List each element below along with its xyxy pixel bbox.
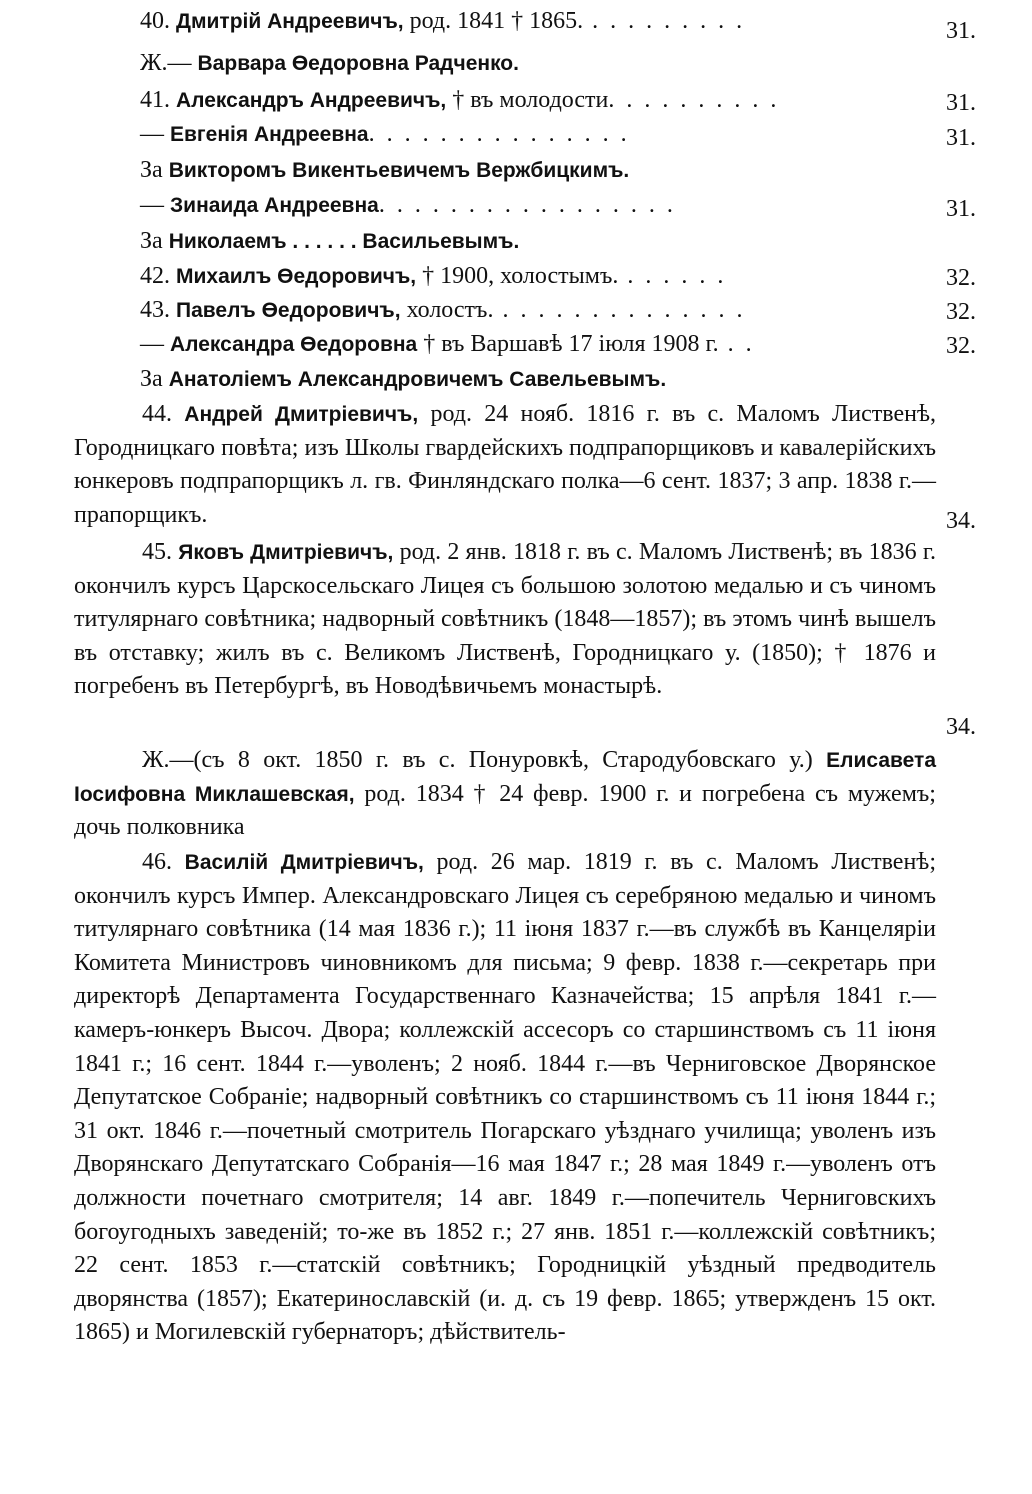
leader-dots: . . . . . . . . . . . . . . . . .	[378, 192, 676, 218]
page-ref: 32.	[946, 265, 976, 291]
entry-40	[140, 4, 745, 38]
entry-number: 45.	[142, 539, 172, 565]
person-name: Варвара Өедоровна Радченко.	[197, 52, 519, 75]
entry-prefix: За	[140, 228, 163, 254]
entry-number: 42.	[140, 263, 170, 289]
entry-text: род. 1834 † 24 февр. 1900 г. и погребена съ мужемъ; дочь полковника	[74, 780, 936, 841]
page-ref: 34.	[946, 508, 976, 534]
entry-46	[74, 846, 936, 1350]
entry-45	[74, 536, 936, 704]
person-name: Яковъ Дмитріевичъ,	[178, 541, 394, 564]
entry-number: 41.	[140, 87, 170, 113]
entry-prefix: За	[140, 366, 163, 392]
page-ref: 32.	[946, 299, 976, 325]
entry-husband	[140, 224, 519, 258]
entry-aleksandra	[140, 327, 755, 361]
entry-44	[74, 398, 936, 532]
page-ref: 31.	[946, 90, 976, 116]
page-ref: 31.	[946, 125, 976, 151]
entry-42	[140, 259, 726, 293]
entry-prefix: Ж.—(съ 8 окт. 1850 г. въ с. Понуровкѣ, Стародубовскаго у.)	[142, 747, 813, 773]
entry-husband	[140, 362, 666, 396]
entry-prefix: —	[140, 121, 164, 147]
page-ref: 32.	[946, 333, 976, 359]
entry-number: 46.	[142, 849, 172, 875]
entry-text: † въ Варшавѣ 17 іюля 1908 г.	[417, 331, 719, 357]
leader-dots: . . . . . .	[618, 263, 727, 289]
person-name: Зинаида Андреевна	[170, 194, 379, 217]
entry-text: холостъ.	[400, 297, 494, 323]
entry-wife	[140, 46, 519, 80]
entry-number: 43.	[140, 297, 170, 323]
leader-dots: . .	[718, 331, 755, 357]
entry-text: † 1900, холостымъ.	[416, 263, 619, 289]
person-name: Александра Өедоровна	[170, 333, 418, 356]
entry-text: род. 24 нояб. 1816 г. въ с. Маломъ Лиственѣ, Городницкаго повѣта; изъ Школы гвардейскихъ подпрапорщиковъ и кавалерійскихъ юнкеровъ подпрапорщикъ л. гв. Финляндскаго полка—6 сент. 1837; 3 апр. 1838 г.—прапорщикъ.	[74, 401, 937, 528]
entry-43	[140, 293, 745, 327]
entry-number: 40.	[140, 8, 170, 34]
person-name: Михаилъ Өедоровичъ,	[176, 265, 417, 288]
entry-evgenia	[140, 117, 630, 151]
entry-number: 44.	[142, 401, 172, 427]
person-name: Андрей Дмитріевичъ,	[184, 403, 419, 426]
entry-41	[140, 83, 779, 117]
entry-husband	[140, 153, 629, 187]
leader-dots: . . . . . . . . .	[583, 8, 746, 34]
person-name: Дмитрій Андреевичъ,	[176, 10, 404, 33]
person-name: Елисавета Іосифовна Миклашевская,	[74, 749, 937, 806]
leader-dots: . . . . . . . . . . . . . . .	[368, 121, 630, 147]
entry-prefix: —	[140, 331, 164, 357]
page-ref: 34.	[946, 714, 976, 740]
entry-text: род. 26 мар. 1819 г. въ с. Маломъ Лиственѣ; окончилъ курсъ Импер. Александровскаго Лицея съ серебряною медалью и чиномъ титулярнаго совѣтника (14 мая 1836 г.); 11 іюня 1837 г.—въ службѣ въ Канцеляріи Комитета Министровъ чиновникомъ для письма; 9 февр. 1838 г.—секретарь при директорѣ Департамента Государственнаго Казначейства; 15 апрѣля 1841 г.—камеръ-юнкеръ Высоч. Двора; коллежскій ассесоръ со старшинствомъ съ 11 іюня 1841 г.; 16 сент. 1844 г.—уволенъ; 2 нояб. 1844 г.—въ Черниговское Дворянское Депутатское Собраніе; надворный совѣтникъ со старшинствомъ съ 11 іюня 1844 г.; 31 окт. 1846 г.—почетный смотритель Погарскаго уѣзднаго училища; уволенъ изъ Дворянскаго Депутатскаго Собранія—16 мая 1847 г.; 28 мая 1849 г.—уволенъ отъ должности почетнаго смотрителя; 14 авг. 1849 г.—попечитель Черниговскихъ богоугодныхъ заведеній; то-же въ 1852 г.; 27 янв. 1851 г.—коллежскій совѣтникъ; 22 сент. 1853 г.—статскій совѣтникъ; Городницкій уѣздный предводитель дворянства (1857); Екатеринославскій (и. д. съ 19 февр. 1865; утвержденъ 15 окт. 1865) и Могилевскій губернаторъ; дѣйствитель-	[74, 849, 936, 1346]
person-name: Александръ Андреевичъ,	[176, 89, 447, 112]
person-name: Анатоліемъ Александровичемъ Савельевымъ.	[168, 368, 667, 391]
entry-text: род. 1841 † 1865.	[403, 8, 584, 34]
person-name: Евгенія Андреевна	[170, 123, 369, 146]
entry-prefix: Ж.—	[140, 50, 192, 76]
page-ref: 31.	[946, 196, 976, 222]
entry-prefix: —	[140, 192, 164, 218]
entry-text: † въ молодости	[446, 87, 609, 113]
entry-zinaida	[140, 188, 676, 222]
person-name: Николаемъ . . . . . . Васильевымъ.	[168, 230, 520, 253]
entry-text: род. 2 янв. 1818 г. въ с. Маломъ Лиственѣ; въ 1836 г. окончилъ курсъ Царскосельскаго Лицея съ большою золотою медалью и съ чиномъ титулярнаго совѣтника; надворный совѣтникъ (1848—1857); въ этомъ чинѣ вышелъ въ отставку; жилъ въ с. Великомъ Лиственѣ, Городницкаго у. (1850); † 1876 и погребенъ въ Петербургѣ, въ Новодѣвичьемъ монастырѣ.	[74, 539, 937, 700]
page-ref: 31.	[946, 18, 976, 44]
entry-prefix: За	[140, 157, 163, 183]
entry-wife-45	[74, 744, 936, 845]
person-name: Павелъ Өедоровичъ,	[176, 299, 401, 322]
person-name: Василій Дмитріевичъ,	[184, 851, 424, 874]
leader-dots: . . . . . . . . . .	[608, 87, 780, 113]
leader-dots: . . . . . . . . . . . . . .	[493, 297, 746, 323]
person-name: Викторомъ Викентьевичемъ Вержбицкимъ.	[168, 159, 630, 182]
